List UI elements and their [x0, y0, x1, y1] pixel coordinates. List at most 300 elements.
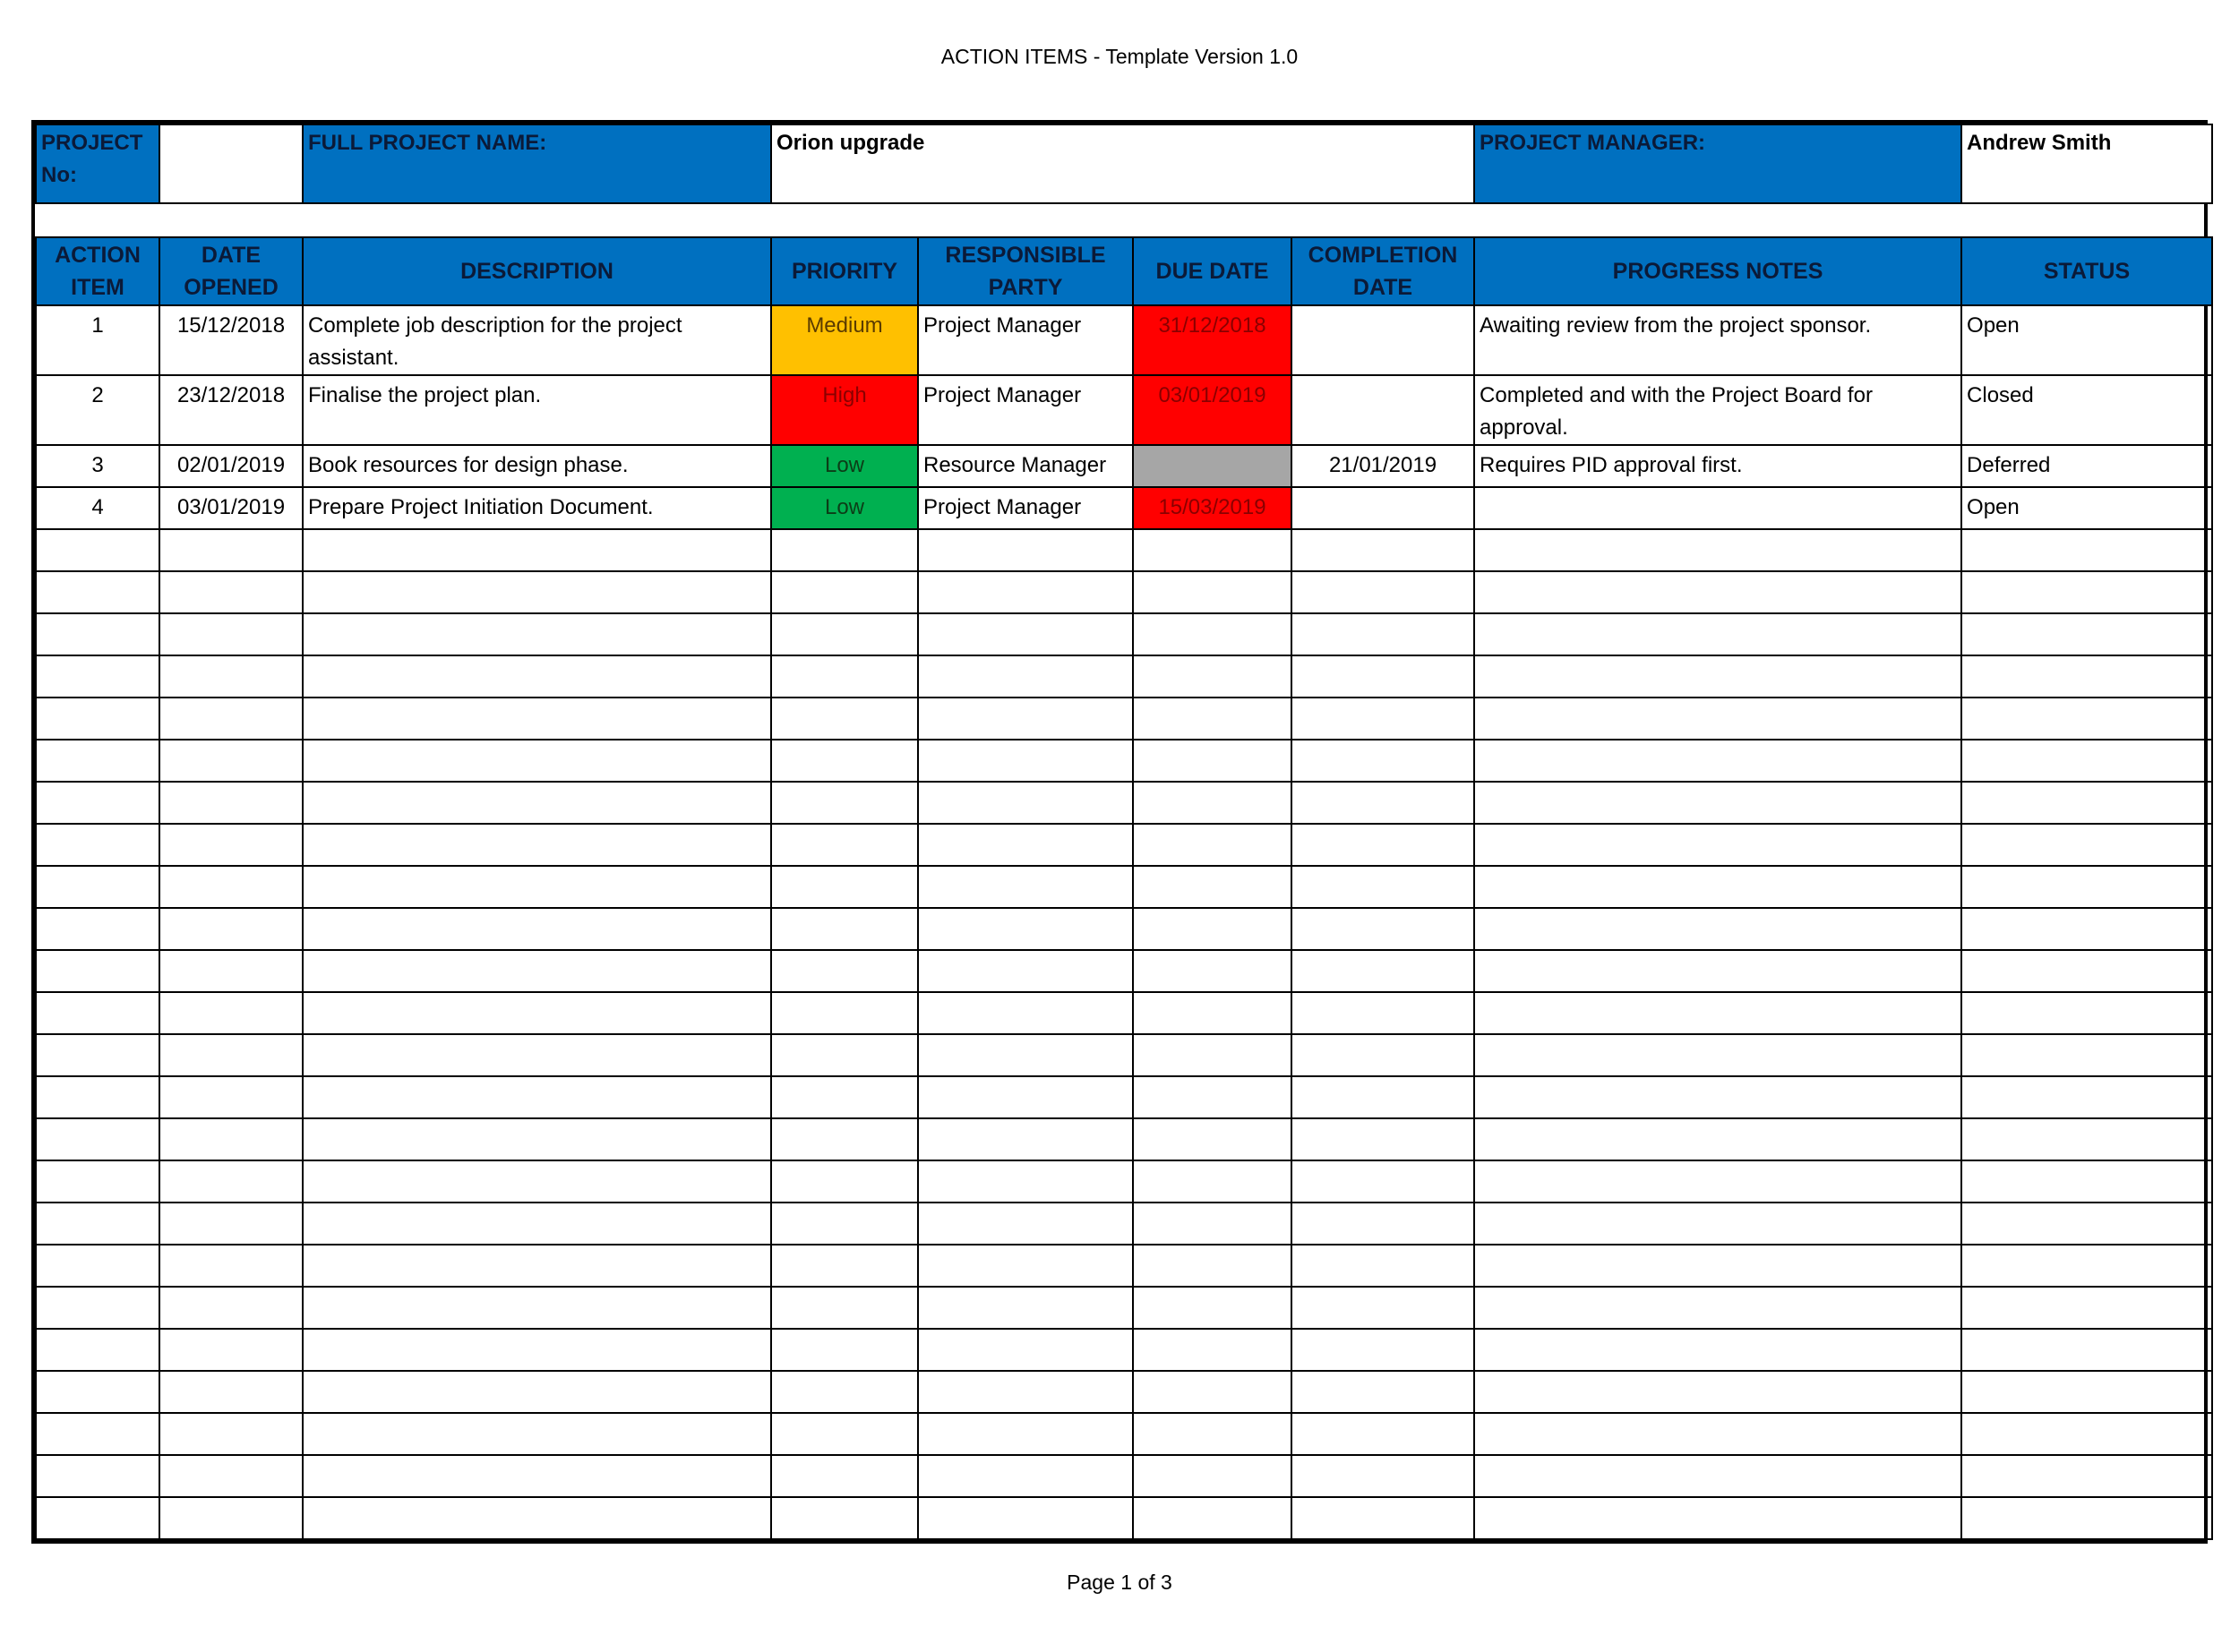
cell-description[interactable] [303, 655, 771, 698]
cell-priority[interactable] [771, 1118, 918, 1160]
table-row-empty [36, 613, 2212, 655]
cell-progress-notes[interactable] [1474, 655, 1961, 698]
cell-due-date[interactable] [1133, 613, 1291, 655]
cell-priority[interactable] [771, 782, 918, 824]
cell-due-date[interactable] [1133, 1329, 1291, 1371]
table-row-empty [36, 1203, 2212, 1245]
cell-date-opened[interactable] [159, 1160, 303, 1203]
cell-completion-date[interactable] [1291, 698, 1474, 740]
cell-responsible-party[interactable] [918, 1245, 1133, 1287]
cell-action-item[interactable] [36, 824, 159, 866]
cell-action-item[interactable] [36, 782, 159, 824]
cell-progress-notes[interactable] [1474, 1329, 1961, 1371]
cell-date-opened[interactable] [159, 908, 303, 950]
cell-completion-date[interactable] [1291, 1371, 1474, 1413]
table-row-empty [36, 529, 2212, 571]
cell-completion-date[interactable] [1291, 1329, 1474, 1371]
cell-due-date[interactable] [1133, 698, 1291, 740]
cell-status[interactable] [1961, 1076, 2212, 1118]
cell-status[interactable] [1961, 1245, 2212, 1287]
cell-description[interactable] [303, 1076, 771, 1118]
cell-responsible-party[interactable] [918, 908, 1133, 950]
cell-date-opened[interactable]: 23/12/2018 [159, 375, 303, 445]
cell-action-item[interactable] [36, 1118, 159, 1160]
cell-completion-date[interactable] [1291, 1287, 1474, 1329]
document-title: ACTION ITEMS - Template Version 1.0 [940, 45, 1299, 68]
cell-progress-notes[interactable] [1474, 1455, 1961, 1497]
cell-date-opened[interactable]: 03/01/2019 [159, 487, 303, 529]
cell-due-date[interactable] [1133, 445, 1291, 487]
cell-description[interactable] [303, 950, 771, 992]
table-row-empty [36, 1287, 2212, 1329]
cell-date-opened[interactable] [159, 950, 303, 992]
cell-responsible-party[interactable] [918, 992, 1133, 1034]
cell-action-item[interactable] [36, 655, 159, 698]
cell-description[interactable]: Finalise the project plan. [303, 375, 771, 445]
cell-priority[interactable] [771, 655, 918, 698]
cell-progress-notes[interactable] [1474, 698, 1961, 740]
cell-action-item[interactable] [36, 613, 159, 655]
cell-responsible-party[interactable] [918, 529, 1133, 571]
cell-priority[interactable] [771, 613, 918, 655]
cell-responsible-party[interactable] [918, 1203, 1133, 1245]
cell-action-item[interactable] [36, 1329, 159, 1371]
cell-responsible-party[interactable] [918, 571, 1133, 613]
cell-action-item[interactable]: 3 [36, 445, 159, 487]
cell-description[interactable]: Book resources for design phase. [303, 445, 771, 487]
cell-responsible-party[interactable] [918, 613, 1133, 655]
cell-priority[interactable] [771, 698, 918, 740]
cell-due-date[interactable] [1133, 1160, 1291, 1203]
cell-due-date[interactable] [1133, 1497, 1291, 1539]
cell-due-date[interactable] [1133, 1203, 1291, 1245]
cell-priority[interactable] [771, 1160, 918, 1203]
cell-date-opened[interactable] [159, 740, 303, 782]
cell-completion-date[interactable] [1291, 1076, 1474, 1118]
cell-date-opened[interactable] [159, 866, 303, 908]
table-row-empty [36, 1329, 2212, 1371]
cell-due-date[interactable] [1133, 1245, 1291, 1287]
cell-priority[interactable] [771, 529, 918, 571]
cell-responsible-party[interactable] [918, 866, 1133, 908]
cell-due-date[interactable] [1133, 571, 1291, 613]
cell-status[interactable] [1961, 529, 2212, 571]
cell-progress-notes[interactable]: Requires PID approval first. [1474, 445, 1961, 487]
cell-responsible-party[interactable] [918, 782, 1133, 824]
cell-progress-notes[interactable] [1474, 866, 1961, 908]
cell-responsible-party[interactable] [918, 824, 1133, 866]
full-project-name-field[interactable]: Orion upgrade [771, 124, 1474, 203]
cell-date-opened[interactable] [159, 782, 303, 824]
cell-responsible-party[interactable] [918, 1034, 1133, 1076]
project-manager-field[interactable]: Andrew Smith [1961, 124, 2212, 203]
cell-description[interactable] [303, 1497, 771, 1539]
cell-progress-notes[interactable] [1474, 1413, 1961, 1455]
cell-completion-date[interactable] [1291, 487, 1474, 529]
cell-status[interactable] [1961, 613, 2212, 655]
cell-completion-date[interactable] [1291, 1497, 1474, 1539]
cell-responsible-party[interactable]: Resource Manager [918, 445, 1133, 487]
cell-completion-date[interactable] [1291, 740, 1474, 782]
cell-responsible-party[interactable] [918, 1118, 1133, 1160]
cell-due-date[interactable] [1133, 950, 1291, 992]
cell-priority[interactable]: Medium [771, 305, 918, 375]
cell-completion-date[interactable] [1291, 824, 1474, 866]
cell-completion-date[interactable] [1291, 613, 1474, 655]
cell-completion-date[interactable] [1291, 1160, 1474, 1203]
cell-action-item[interactable] [36, 1413, 159, 1455]
cell-completion-date[interactable] [1291, 655, 1474, 698]
cell-priority[interactable] [771, 1329, 918, 1371]
page-number: Page 1 of 3 [1067, 1571, 1172, 1594]
cell-date-opened[interactable]: 02/01/2019 [159, 445, 303, 487]
cell-progress-notes[interactable] [1474, 992, 1961, 1034]
cell-responsible-party[interactable] [918, 1329, 1133, 1371]
cell-description[interactable] [303, 698, 771, 740]
cell-due-date[interactable] [1133, 655, 1291, 698]
cell-due-date[interactable] [1133, 1287, 1291, 1329]
cell-responsible-party[interactable] [918, 1371, 1133, 1413]
table-row-empty [36, 1455, 2212, 1497]
cell-priority[interactable] [771, 908, 918, 950]
cell-date-opened[interactable] [159, 1245, 303, 1287]
table-row [36, 487, 2212, 529]
cell-priority[interactable] [771, 1076, 918, 1118]
cell-date-opened[interactable] [159, 1287, 303, 1329]
cell-due-date[interactable] [1133, 908, 1291, 950]
cell-priority[interactable] [771, 1497, 918, 1539]
cell-description[interactable] [303, 992, 771, 1034]
cell-action-item[interactable] [36, 1287, 159, 1329]
cell-action-item[interactable] [36, 1455, 159, 1497]
cell-date-opened[interactable] [159, 1413, 303, 1455]
cell-progress-notes[interactable] [1474, 1497, 1961, 1539]
cell-status[interactable] [1961, 950, 2212, 992]
cell-responsible-party[interactable] [918, 655, 1133, 698]
cell-status[interactable] [1961, 1371, 2212, 1413]
cell-status[interactable] [1961, 1497, 2212, 1539]
cell-progress-notes[interactable] [1474, 782, 1961, 824]
cell-due-date[interactable] [1133, 1371, 1291, 1413]
cell-responsible-party[interactable] [918, 1455, 1133, 1497]
cell-progress-notes[interactable] [1474, 740, 1961, 782]
cell-priority[interactable]: Low [771, 487, 918, 529]
table-row-empty [36, 1160, 2212, 1203]
cell-responsible-party[interactable] [918, 950, 1133, 992]
cell-completion-date[interactable] [1291, 1245, 1474, 1287]
cell-completion-date[interactable] [1291, 950, 1474, 992]
table-row-empty [36, 908, 2212, 950]
cell-status[interactable] [1961, 1203, 2212, 1245]
cell-action-item[interactable] [36, 1497, 159, 1539]
cell-date-opened[interactable] [159, 1118, 303, 1160]
cell-date-opened[interactable] [159, 1455, 303, 1497]
col-header-priority[interactable]: PRIORITY [771, 237, 918, 305]
table-row-empty [36, 992, 2212, 1034]
action-items-sheet [31, 120, 2208, 1544]
cell-responsible-party[interactable] [918, 740, 1133, 782]
full-project-name-label: FULL PROJECT NAME: [303, 124, 771, 203]
table-row-empty [36, 1371, 2212, 1413]
cell-due-date[interactable] [1133, 782, 1291, 824]
cell-date-opened[interactable] [159, 1497, 303, 1539]
cell-description[interactable] [303, 529, 771, 571]
cell-description[interactable] [303, 1118, 771, 1160]
cell-priority[interactable] [771, 1034, 918, 1076]
cell-due-date[interactable] [1133, 1118, 1291, 1160]
cell-status[interactable] [1961, 571, 2212, 613]
cell-completion-date[interactable] [1291, 1413, 1474, 1455]
project-info-row [36, 124, 2212, 203]
cell-date-opened[interactable] [159, 613, 303, 655]
cell-action-item[interactable]: 2 [36, 375, 159, 445]
cell-progress-notes[interactable] [1474, 950, 1961, 992]
table-row [36, 445, 2212, 487]
spacer-row [36, 203, 2212, 237]
cell-completion-date[interactable] [1291, 866, 1474, 908]
cell-priority[interactable] [771, 1287, 918, 1329]
cell-date-opened[interactable] [159, 1329, 303, 1371]
cell-action-item[interactable] [36, 740, 159, 782]
cell-status[interactable]: Deferred [1961, 445, 2212, 487]
table-row-empty [36, 1076, 2212, 1118]
cell-completion-date[interactable] [1291, 1118, 1474, 1160]
cell-status[interactable] [1961, 1329, 2212, 1371]
cell-progress-notes[interactable] [1474, 824, 1961, 866]
cell-date-opened[interactable] [159, 698, 303, 740]
cell-responsible-party[interactable]: Project Manager [918, 305, 1133, 375]
table-row-empty [36, 740, 2212, 782]
cell-priority[interactable]: Low [771, 445, 918, 487]
table-row-empty [36, 782, 2212, 824]
column-header-row [36, 237, 2212, 305]
cell-status[interactable] [1961, 1455, 2212, 1497]
cell-action-item[interactable] [36, 698, 159, 740]
cell-completion-date[interactable] [1291, 571, 1474, 613]
table-row-empty [36, 950, 2212, 992]
cell-description[interactable] [303, 866, 771, 908]
table-row-empty [36, 698, 2212, 740]
cell-action-item[interactable] [36, 950, 159, 992]
cell-status[interactable] [1961, 824, 2212, 866]
cell-priority[interactable]: High [771, 375, 918, 445]
col-header-action-item[interactable]: ACTION ITEM [36, 237, 159, 305]
cell-date-opened[interactable]: 15/12/2018 [159, 305, 303, 375]
cell-date-opened[interactable] [159, 1034, 303, 1076]
cell-due-date[interactable]: 31/12/2018 [1133, 305, 1291, 375]
cell-due-date[interactable] [1133, 1413, 1291, 1455]
cell-due-date[interactable]: 03/01/2019 [1133, 375, 1291, 445]
table-row-empty [36, 1034, 2212, 1076]
cell-progress-notes[interactable] [1474, 1160, 1961, 1203]
cell-action-item[interactable]: 4 [36, 487, 159, 529]
cell-date-opened[interactable] [159, 992, 303, 1034]
table-row-empty [36, 1497, 2212, 1539]
cell-priority[interactable] [771, 824, 918, 866]
cell-due-date[interactable] [1133, 866, 1291, 908]
cell-progress-notes[interactable]: Completed and with the Project Board for approval. [1474, 375, 1961, 445]
cell-description[interactable] [303, 824, 771, 866]
cell-action-item[interactable] [36, 908, 159, 950]
cell-description[interactable] [303, 1413, 771, 1455]
cell-action-item[interactable] [36, 1245, 159, 1287]
cell-description[interactable]: Prepare Project Initiation Document. [303, 487, 771, 529]
cell-status[interactable] [1961, 908, 2212, 950]
cell-action-item[interactable] [36, 992, 159, 1034]
cell-progress-notes[interactable] [1474, 1245, 1961, 1287]
cell-description[interactable] [303, 1034, 771, 1076]
col-header-progress-notes[interactable]: PROGRESS NOTES [1474, 237, 1961, 305]
cell-responsible-party[interactable] [918, 1160, 1133, 1203]
cell-description[interactable] [303, 908, 771, 950]
cell-due-date[interactable] [1133, 529, 1291, 571]
cell-due-date[interactable] [1133, 1076, 1291, 1118]
cell-status[interactable] [1961, 1413, 2212, 1455]
cell-status[interactable] [1961, 1118, 2212, 1160]
project-no-label: PROJECT No: [36, 124, 159, 203]
cell-action-item[interactable]: 1 [36, 305, 159, 375]
cell-due-date[interactable] [1133, 992, 1291, 1034]
cell-responsible-party[interactable] [918, 1497, 1133, 1539]
cell-progress-notes[interactable] [1474, 908, 1961, 950]
col-header-responsible-party[interactable]: RESPONSIBLE PARTY [918, 237, 1133, 305]
cell-status[interactable]: Open [1961, 487, 2212, 529]
cell-description[interactable] [303, 1203, 771, 1245]
cell-description[interactable] [303, 782, 771, 824]
cell-date-opened[interactable] [159, 824, 303, 866]
table-row [36, 305, 2212, 375]
cell-responsible-party[interactable] [918, 1287, 1133, 1329]
cell-progress-notes[interactable] [1474, 1118, 1961, 1160]
cell-priority[interactable] [771, 740, 918, 782]
cell-priority[interactable] [771, 866, 918, 908]
cell-completion-date[interactable] [1291, 1203, 1474, 1245]
cell-status[interactable]: Open [1961, 305, 2212, 375]
cell-date-opened[interactable] [159, 1203, 303, 1245]
cell-status[interactable] [1961, 698, 2212, 740]
table-row-empty [36, 1245, 2212, 1287]
cell-responsible-party[interactable] [918, 698, 1133, 740]
cell-progress-notes[interactable] [1474, 1076, 1961, 1118]
cell-priority[interactable] [771, 1245, 918, 1287]
cell-completion-date[interactable] [1291, 375, 1474, 445]
cell-status[interactable]: Closed [1961, 375, 2212, 445]
col-header-due-date[interactable]: DUE DATE [1133, 237, 1291, 305]
cell-description[interactable] [303, 1329, 771, 1371]
cell-action-item[interactable] [36, 1076, 159, 1118]
cell-responsible-party[interactable] [918, 1076, 1133, 1118]
cell-progress-notes[interactable] [1474, 1034, 1961, 1076]
cell-progress-notes[interactable] [1474, 1287, 1961, 1329]
cell-action-item[interactable] [36, 571, 159, 613]
cell-description[interactable] [303, 1455, 771, 1497]
cell-completion-date[interactable] [1291, 305, 1474, 375]
cell-action-item[interactable] [36, 1203, 159, 1245]
cell-action-item[interactable] [36, 529, 159, 571]
cell-priority[interactable] [771, 1413, 918, 1455]
cell-priority[interactable] [771, 571, 918, 613]
cell-date-opened[interactable] [159, 1371, 303, 1413]
cell-completion-date[interactable] [1291, 782, 1474, 824]
project-no-field[interactable] [159, 124, 303, 203]
cell-completion-date[interactable] [1291, 529, 1474, 571]
cell-priority[interactable] [771, 992, 918, 1034]
cell-responsible-party[interactable]: Project Manager [918, 487, 1133, 529]
cell-priority[interactable] [771, 950, 918, 992]
cell-description[interactable] [303, 1160, 771, 1203]
cell-status[interactable] [1961, 866, 2212, 908]
col-header-description[interactable]: DESCRIPTION [303, 237, 771, 305]
cell-status[interactable] [1961, 1034, 2212, 1076]
cell-completion-date[interactable] [1291, 1455, 1474, 1497]
cell-action-item[interactable] [36, 1371, 159, 1413]
cell-status[interactable] [1961, 1160, 2212, 1203]
cell-responsible-party[interactable]: Project Manager [918, 375, 1133, 445]
table-row-empty [36, 655, 2212, 698]
col-header-status[interactable]: STATUS [1961, 237, 2212, 305]
cell-description[interactable] [303, 613, 771, 655]
cell-description[interactable] [303, 1371, 771, 1413]
cell-progress-notes[interactable] [1474, 1203, 1961, 1245]
cell-description[interactable] [303, 1245, 771, 1287]
cell-completion-date[interactable] [1291, 992, 1474, 1034]
cell-action-item[interactable] [36, 1160, 159, 1203]
cell-status[interactable] [1961, 655, 2212, 698]
cell-date-opened[interactable] [159, 655, 303, 698]
cell-description[interactable] [303, 1287, 771, 1329]
table-row [36, 375, 2212, 445]
cell-date-opened[interactable] [159, 571, 303, 613]
cell-progress-notes[interactable] [1474, 1371, 1961, 1413]
cell-progress-notes[interactable] [1474, 613, 1961, 655]
table-row-empty [36, 866, 2212, 908]
cell-due-date[interactable] [1133, 740, 1291, 782]
cell-description[interactable] [303, 571, 771, 613]
cell-completion-date[interactable] [1291, 908, 1474, 950]
cell-due-date[interactable] [1133, 824, 1291, 866]
cell-status[interactable] [1961, 782, 2212, 824]
cell-date-opened[interactable] [159, 1076, 303, 1118]
action-items-table [35, 124, 2213, 1540]
cell-status[interactable] [1961, 1287, 2212, 1329]
cell-due-date[interactable] [1133, 1455, 1291, 1497]
project-manager-label: PROJECT MANAGER: [1474, 124, 1961, 203]
cell-completion-date[interactable] [1291, 1034, 1474, 1076]
cell-status[interactable] [1961, 992, 2212, 1034]
cell-due-date[interactable]: 15/03/2019 [1133, 487, 1291, 529]
cell-description[interactable] [303, 740, 771, 782]
cell-action-item[interactable] [36, 866, 159, 908]
cell-priority[interactable] [771, 1203, 918, 1245]
cell-progress-notes[interactable] [1474, 529, 1961, 571]
cell-action-item[interactable] [36, 1034, 159, 1076]
cell-due-date[interactable] [1133, 1034, 1291, 1076]
cell-progress-notes[interactable] [1474, 487, 1961, 529]
cell-priority[interactable] [771, 1371, 918, 1413]
cell-responsible-party[interactable] [918, 1413, 1133, 1455]
table-row-empty [36, 824, 2212, 866]
cell-progress-notes[interactable]: Awaiting review from the project sponsor. [1474, 305, 1961, 375]
cell-progress-notes[interactable] [1474, 571, 1961, 613]
cell-priority[interactable] [771, 1455, 918, 1497]
col-header-completion-date[interactable]: COMPLETION DATE [1291, 237, 1474, 305]
cell-completion-date[interactable]: 21/01/2019 [1291, 445, 1474, 487]
cell-description[interactable]: Complete job description for the project assistant. [303, 305, 771, 375]
col-header-date-opened[interactable]: DATE OPENED [159, 237, 303, 305]
cell-status[interactable] [1961, 740, 2212, 782]
table-row-empty [36, 1413, 2212, 1455]
cell-date-opened[interactable] [159, 529, 303, 571]
